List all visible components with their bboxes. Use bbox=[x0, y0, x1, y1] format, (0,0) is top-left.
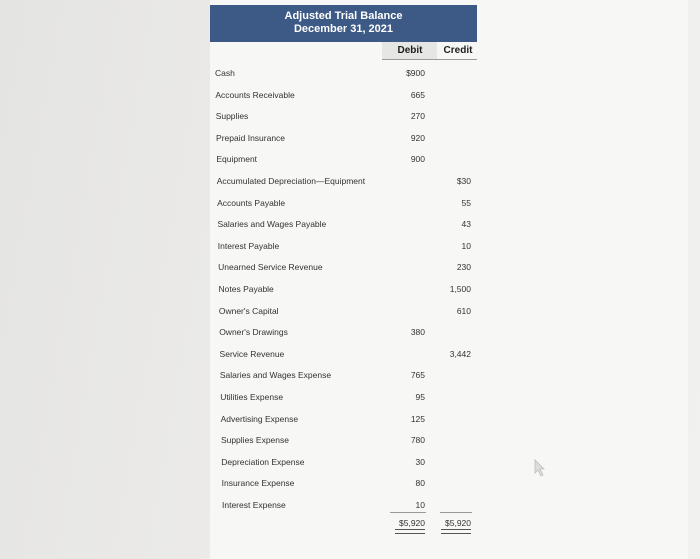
credit-amount: $30 bbox=[456, 176, 471, 186]
credit-amount: 1,500 bbox=[449, 284, 471, 294]
debit-amount: 30 bbox=[415, 456, 425, 467]
debit-total-rule bbox=[390, 512, 426, 513]
debit-header-rule bbox=[382, 59, 437, 60]
account-name: Supplies bbox=[215, 111, 249, 122]
account-name: Notes Payable bbox=[218, 284, 274, 294]
account-name: Equipment bbox=[216, 154, 258, 165]
account-name: Accounts Payable bbox=[217, 197, 286, 208]
table-row bbox=[0, 457, 700, 473]
credit-double-underline bbox=[441, 529, 471, 534]
account-name: Service Revenue bbox=[219, 348, 285, 359]
credit-header-rule bbox=[437, 59, 477, 60]
statement-header bbox=[210, 5, 477, 42]
account-name: Accumulated Depreciation—Equipment bbox=[216, 176, 366, 186]
credit-amount: 3,442 bbox=[449, 348, 471, 359]
table-row bbox=[0, 435, 700, 451]
credit-amount: 10 bbox=[461, 240, 471, 251]
credit-total-rule bbox=[440, 512, 472, 513]
debit-amount: 780 bbox=[410, 435, 425, 446]
account-name: Prepaid Insurance bbox=[216, 132, 286, 143]
debit-double-underline bbox=[395, 529, 425, 534]
debit-amount: 920 bbox=[410, 132, 425, 143]
account-name: Advertising Expense bbox=[220, 413, 299, 424]
debit-amount: 380 bbox=[410, 327, 425, 338]
credit-column-header: Credit bbox=[443, 45, 473, 56]
table-row bbox=[0, 349, 700, 365]
debit-amount: 80 bbox=[415, 478, 425, 489]
debit-amount: 125 bbox=[410, 413, 425, 424]
account-name: Owner's Drawings bbox=[219, 327, 288, 338]
statement-date: December 31, 2021 bbox=[293, 23, 394, 35]
table-row bbox=[0, 414, 700, 430]
table-row bbox=[0, 370, 700, 386]
account-name: Accounts Receivable bbox=[215, 89, 295, 100]
table-row bbox=[0, 241, 700, 257]
account-name: Interest Payable bbox=[217, 240, 280, 251]
statement-title: Adjusted Trial Balance bbox=[284, 10, 403, 22]
account-name: Supplies Expense bbox=[220, 435, 289, 446]
table-row bbox=[0, 111, 700, 127]
debit-amount: 665 bbox=[410, 89, 425, 100]
table-row bbox=[0, 392, 700, 408]
debit-amount: $900 bbox=[406, 68, 425, 78]
account-name: Cash bbox=[215, 68, 235, 78]
credit-amount: 43 bbox=[461, 219, 471, 230]
mouse-pointer-icon bbox=[534, 459, 546, 477]
debit-total: $5,920 bbox=[399, 518, 425, 528]
debit-amount: 900 bbox=[410, 154, 425, 165]
table-row bbox=[0, 219, 700, 235]
debit-amount: 10 bbox=[415, 500, 425, 510]
credit-amount: 55 bbox=[461, 197, 471, 208]
table-row bbox=[0, 306, 700, 322]
credit-amount: 610 bbox=[456, 305, 471, 316]
debit-amount: 95 bbox=[415, 392, 425, 402]
account-name: Unearned Service Revenue bbox=[218, 262, 323, 273]
debit-amount: 765 bbox=[410, 370, 425, 381]
table-row bbox=[0, 500, 700, 516]
table-row bbox=[0, 133, 700, 149]
debit-column-header: Debit bbox=[397, 45, 423, 56]
account-name: Salaries and Wages Expense bbox=[219, 370, 332, 381]
credit-amount: 230 bbox=[456, 262, 471, 273]
account-name: Owner's Capital bbox=[218, 305, 279, 316]
account-name: Salaries and Wages Payable bbox=[217, 219, 327, 230]
table-row bbox=[0, 154, 700, 170]
account-name: Utilities Expense bbox=[220, 392, 284, 402]
credit-total: $5,920 bbox=[445, 518, 471, 528]
account-name: Interest Expense bbox=[222, 500, 286, 510]
table-row bbox=[0, 68, 700, 84]
table-row bbox=[0, 478, 700, 494]
table-row bbox=[0, 284, 700, 300]
debit-amount: 270 bbox=[410, 111, 425, 122]
table-row bbox=[0, 90, 700, 106]
table-row bbox=[0, 198, 700, 214]
table-row bbox=[0, 176, 700, 192]
account-name: Depreciation Expense bbox=[221, 456, 305, 467]
account-name: Insurance Expense bbox=[221, 478, 295, 489]
table-row bbox=[0, 262, 700, 278]
table-row bbox=[0, 327, 700, 343]
